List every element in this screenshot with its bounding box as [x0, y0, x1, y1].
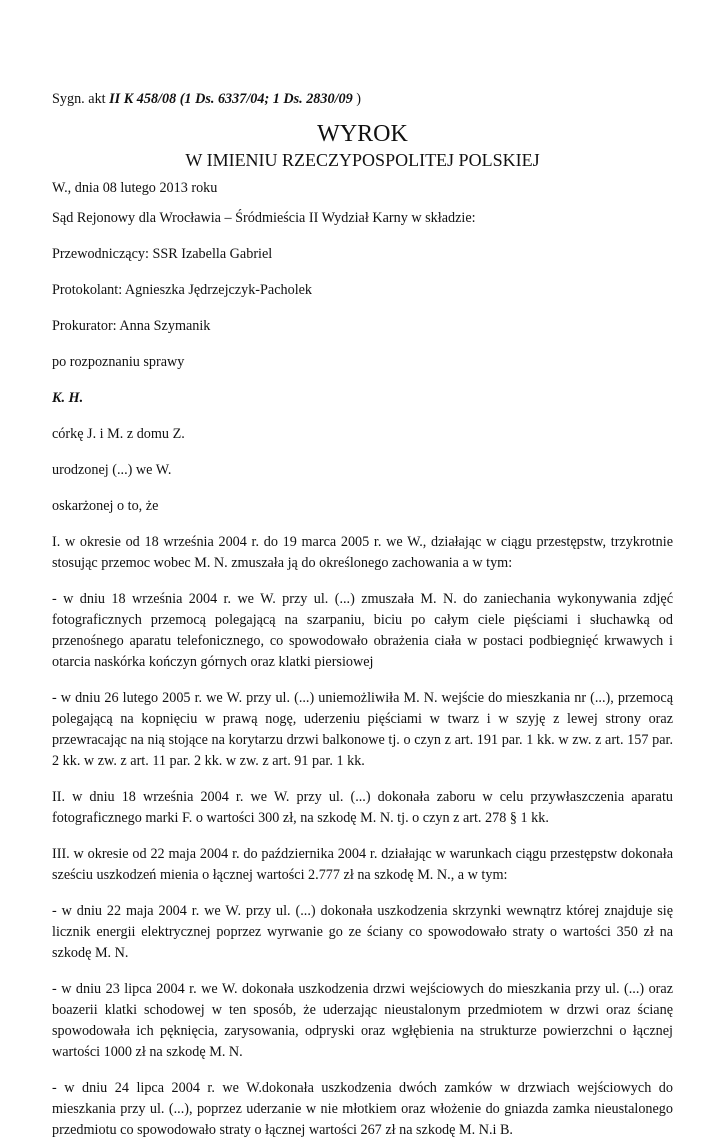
- defendant-parents: córkę J. i M. z domu Z.: [52, 426, 185, 442]
- charge-paragraph: - w dniu 24 lipca 2004 r. we W.dokonała uszkodzenia dwóch zamków w drzwiach wejściowych do mieszkania przy ul. (...), poprzez uderzanie w nie młotkiem oraz włożenie do gniazda zamka nieustalonego przedmiotu co spowodowało straty o łącznej wartości 267 zł na szkodę M. N.i B.: [52, 1080, 673, 1138]
- date-line: W., dnia 08 lutego 2013 roku: [52, 180, 218, 196]
- prosecutor: Prokurator: Anna Szymanik: [52, 318, 211, 334]
- charge-paragraph: II. w dniu 18 września 2004 r. we W. przy ul. (...) dokonała zaboru w celu przywłaszczenia aparatu fotograficznego marki F. o wartości 300 zł, na szkodę M. N. tj. o czyn z art. 278 § 1 kk.: [52, 789, 673, 826]
- charge-paragraph: I. w okresie od 18 września 2004 r. do 19 marca 2005 r. we W., działając w ciągu przestępstw, trzykrotnie stosując przemoc wobec M. N. zmuszała ją do określonego zachowania a w tym:: [52, 534, 673, 571]
- charge-paragraph: - w dniu 26 lutego 2005 r. we W. przy ul. (...) uniemożliwiła M. N. wejście do mieszkania nr (...), przemocą polegającą na kopnięciu w prawą nogę, uderzeniu pięściami w twarz i w szyję z lewej strony oraz przewracając na nią stojące na korytarzu drzwi balkonowe tj. o czyn z art. 191 par. 1 kk. w zw. z art. 157 par. 2 kk. w zw. z art. 11 par. 2 kk. w zw. z art. 91 par. 1 kk.: [52, 690, 673, 769]
- charge-paragraph: - w dniu 23 lipca 2004 r. we W. dokonała uszkodzenia drzwi wejściowych do mieszkania przy ul. (...) oraz boazerii klatki schodowej w ten sposób, że uderzając nieustalonym przedmiotem w drzwi oraz ścianę spowodowała ich pęknięcia, zarysowania, odpryski oraz wgłębienia na strukturze powierzchni o łącznej wartości 1000 zł na szkodę M. N.: [52, 981, 673, 1060]
- court-clerk: Protokolant: Agnieszka Jędrzejczyk-Pacholek: [52, 282, 313, 298]
- document-subtitle: W IMIENIU RZECZYPOSPOLITEJ POLSKIEJ: [185, 150, 540, 170]
- accusation-intro: oskarżonej o to, że: [52, 498, 159, 514]
- defendant-name: K. H.: [52, 390, 84, 406]
- charge-paragraph: III. w okresie od 22 maja 2004 r. do października 2004 r. działając w warunkach ciągu przestępstw dokonała sześciu uszkodzeń mienia o łącznej wartości 2.777 zł na szkodę M. N., a w tym:: [52, 846, 673, 883]
- charge-paragraph: - w dniu 18 września 2004 r. we W. przy ul. (...) zmuszała M. N. do zaniechania wykonywania zdjęć fotograficznych przemocą polegającą na szarpaniu, biciu po całym ciele pięściami i słuchawką od przenośnego aparatu telefonicznego, co spowodowało obrażenia ciała w postaci podbiegnięć krwawych i otarcia naskórka kończyn górnych oraz klatki piersiowej: [52, 591, 673, 670]
- case-reference-suffix: ): [352, 91, 362, 107]
- charge-paragraph: - w dniu 22 maja 2004 r. we W. przy ul. (...) dokonała uszkodzenia skrzynki wewnątrz której znajduje się licznik energii elektrycznej poprzez wyrwanie go ze ściany co spowodowało straty o wartości 350 zł na szkodę M. N.: [52, 903, 673, 961]
- case-reference-number: II K 458/08 (1 Ds. 6337/04; 1 Ds. 2830/09: [109, 91, 353, 107]
- case-reference: [52, 89, 673, 110]
- after-review-line: po rozpoznaniu sprawy: [52, 354, 185, 370]
- defendant-birthplace: urodzonej (...) we W.: [52, 462, 172, 478]
- court-composition: Sąd Rejonowy dla Wrocławia – Śródmieścia II Wydział Karny w składzie:: [52, 210, 476, 226]
- document-title: WYROK: [317, 121, 408, 147]
- case-reference-prefix: Sygn. akt: [52, 91, 106, 107]
- presiding-judge: Przewodniczący: SSR Izabella Gabriel: [52, 246, 273, 262]
